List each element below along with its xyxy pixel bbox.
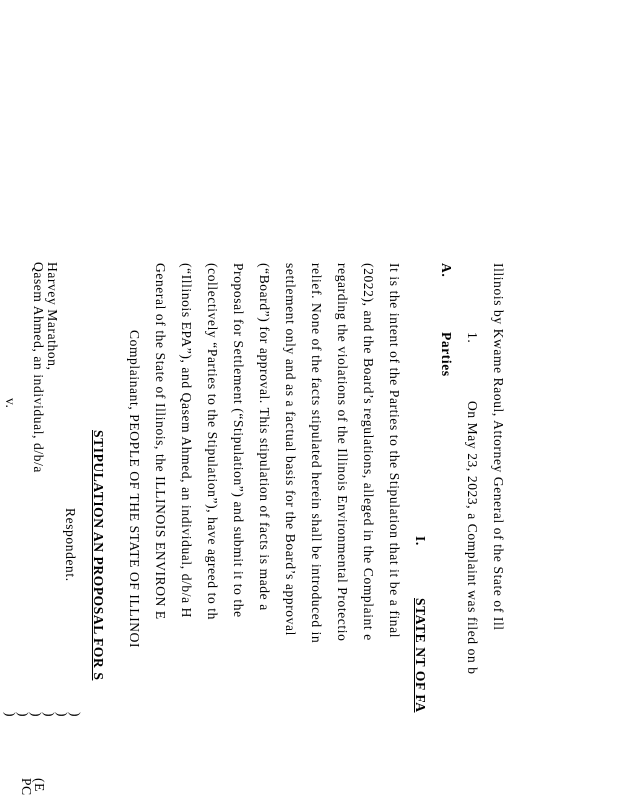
caption-respondent-dba: Harvey Marathon, [45, 262, 60, 371]
paragraph-number: 1. [465, 332, 480, 344]
section-heading: STATE NT OF FA [413, 598, 428, 713]
caption-respondent-label: Respondent. [63, 508, 78, 582]
rotated-document-content [3, 0, 612, 796]
intro-line: (2022), and the Board’s regulations, alleged in the Complaint e [361, 263, 376, 641]
intro-line: General of the State of Illinois, the ILLINOIS ENVIRON E [153, 263, 168, 620]
intro-line: (“Board”) for approval. This stipulation of facts is made a [257, 263, 272, 611]
document-title: STIPULATION AN PROPOSAL FOR S [91, 430, 106, 681]
intro-line: settlement only and as a factual basis for the Board’s approval [283, 263, 298, 636]
caption-bracket: ) [55, 712, 70, 718]
caption-respondent-name: Qasem Ahmed, an individual, d/b/a [31, 262, 46, 474]
paragraph-text-line: Illinois by Kwame Raoul, Attorney General of the State of Ill [491, 263, 506, 631]
caption-bracket: ) [68, 712, 83, 718]
caption-bracket: ) [16, 712, 31, 718]
caption-bracket: ) [29, 712, 44, 718]
caption-versus: v. [3, 398, 18, 409]
caption-bracket: ) [3, 712, 18, 718]
intro-line: It is the intent of the Parties to the Stipulation that it be a final [387, 263, 402, 639]
intro-line: (collectively “Parties to the Stipulation”), have agreed to th [205, 263, 220, 620]
intro-line: Proposal for Settlement (“Stipulation”) and submit it to the [231, 263, 246, 618]
intro-line: Complainant, PEOPLE OF THE STATE OF ILLINOI [127, 330, 142, 649]
intro-line: (“Illinois EPA”), and Qasem Ahmed, an individual, d/b/a H [179, 263, 194, 619]
caption-bracket: ) [42, 712, 57, 718]
subsection-heading: Parties [439, 332, 454, 377]
caption-case-type-fragment: (E [32, 778, 47, 792]
paragraph-text-line: On May 23, 2023, a Complaint was filed on b [465, 401, 480, 675]
intro-line: relief. None of the facts stipulated herein shall be introduced in [309, 263, 324, 644]
section-number: I. [413, 536, 428, 546]
intro-line: regarding the violations of the Illinois Environmental Protectio [335, 263, 350, 642]
subsection-letter: A. [439, 263, 454, 278]
caption-case-number-fragment: PC [19, 778, 34, 796]
